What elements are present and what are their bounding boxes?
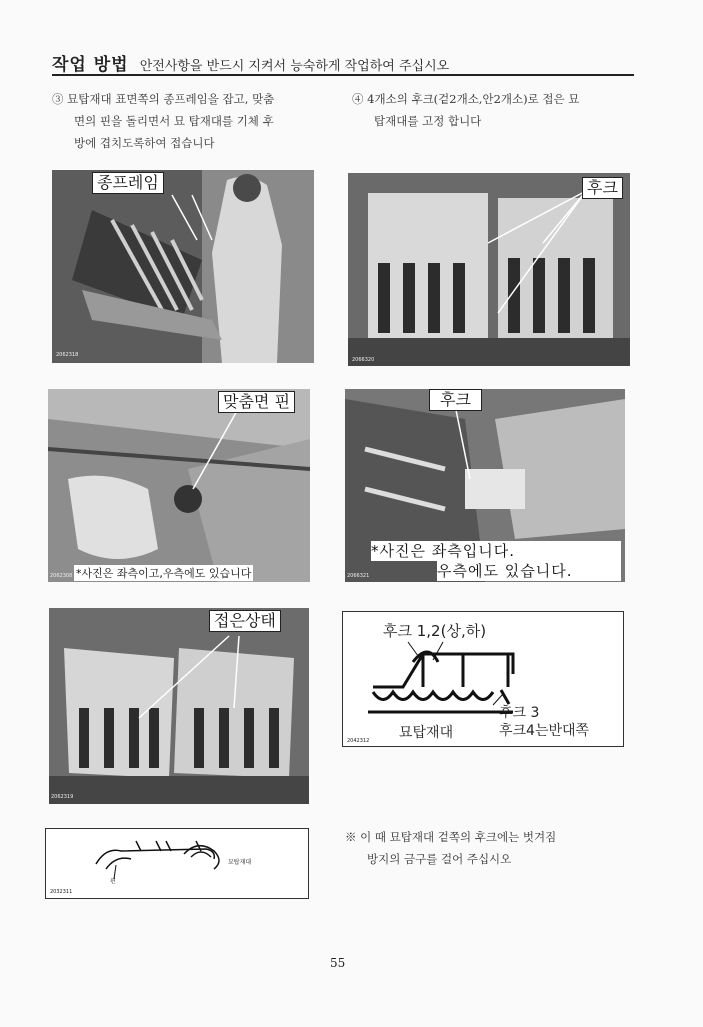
photo-label-hook: 후크 [582,177,623,199]
photo-caption: *사진은 좌측이고,우측에도 있습니다 [76,567,252,580]
section-title: 작업 방법 [52,55,129,75]
photo-alignment-pin [48,389,310,582]
note-mark: ※ [345,830,357,844]
diagram-hook-positions [342,611,624,747]
diagram-id: 2032311 [50,889,73,895]
diagram-pin [45,828,309,899]
photo-hooks-overview [348,173,630,366]
page-number: 55 [330,956,346,970]
photo-id: 2066320 [352,357,375,363]
photo-id: 2062319 [51,794,74,800]
diagram-label-hook-3: 후크 3 [499,705,540,721]
photo-id: 2062308 [50,573,73,579]
step-3-text [52,88,337,154]
section-subtitle: 안전사항을 반드시 지켜서 능숙하게 작업하여 주십시오 [139,59,450,74]
photo-id: 2066321 [347,573,370,579]
step-3-line-3: 방에 겹치도록하여 접습니다 [74,136,215,150]
diagram-id: 2042312 [347,738,370,744]
photo-frame-grip [52,170,314,363]
photo-caption-line-2: 우측에도 있습니다. [437,561,621,581]
photo-label-longitudinal-frame: 종프레임 [92,172,164,194]
diagram-label-hook-4: 후크4는반대쪽 [499,723,590,739]
note-line-1: 이 때 묘탑재대 겉쪽의 후크에는 벗겨짐 [360,830,557,844]
diagram-label-pin: 핀 [110,878,116,885]
note-line-2: 방지의 금구를 걸어 주십시오 [367,852,512,866]
step-4-text [352,88,642,132]
photo-label-hook: 후크 [429,389,482,411]
step-3-number: ③ [52,92,64,106]
photo-caption-line-1: *사진은 좌측입니다. [371,541,621,561]
note-text [345,826,645,870]
diagram-label-seedbed: 묘탑재대 [228,859,252,866]
photo-folded-state [49,608,309,804]
section-header [52,50,634,76]
photo-id: 2062318 [56,352,79,358]
diagram-label-hook-1-2: 후크 1,2(상,하) [383,622,487,640]
photo-hook-detail [345,389,625,582]
step-3-line-2: 면의 핀을 돌리면서 묘 탑재대를 기체 후 [74,114,274,128]
photo-label-folded-state: 접은상태 [209,610,281,632]
step-4-line-2: 탑재대를 고정 합니다 [374,114,482,128]
step-4-line-1: 4개소의 후크(겉2개소,안2개소)로 접은 묘 [367,92,580,106]
step-4-number: ④ [352,92,364,106]
step-3-line-1: 묘탑재대 표면쪽의 종프레임을 잡고, 맞춤 [67,92,275,106]
photo-label-alignment-pin: 맞춤면 핀 [218,391,295,413]
diagram-label-seedbed: 묘탑재대 [399,725,454,741]
